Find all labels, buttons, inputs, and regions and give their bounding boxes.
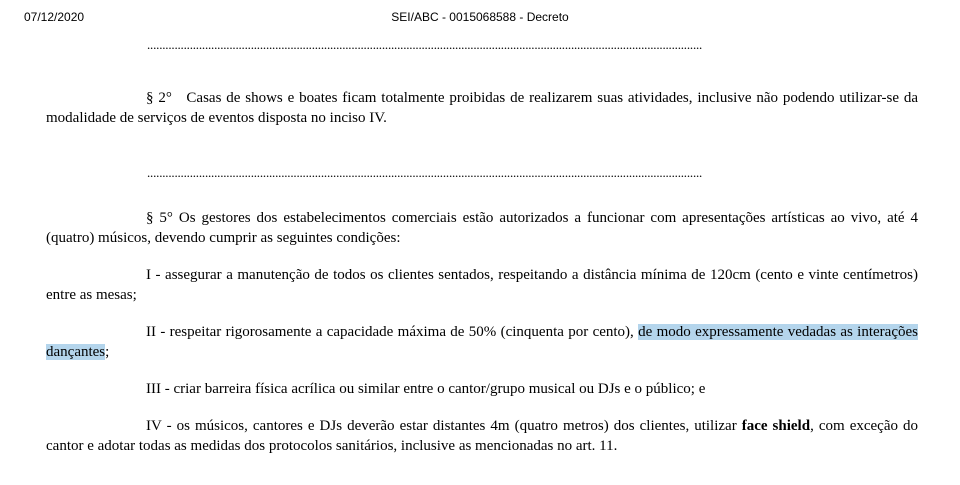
item-iv-end: , com exceção do cantor e adotar todas as medidas dos protocolos sanitários, inclusive as mencionadas no art. 11. xyxy=(46,418,919,454)
item-i-text: I - assegurar a manutenção de todos os clientes sentados, respeitando a distância mínima de 120cm (cento e vinte centímetros) entre as mesas; xyxy=(46,267,918,303)
highlighted-text[interactable]: de modo expressamente vedadas as interações dançantes xyxy=(46,324,918,360)
paragraph-5-text: § 5° Os gestores dos estabelecimentos comerciais estão autorizados a funcionar com apresentações artísticas ao vivo, até 4 (quatro) músicos, devendo cumprir as seguintes condições: xyxy=(46,210,918,246)
separator-dots: ...................................................................................................................................................................................... xyxy=(147,38,703,52)
item-i xyxy=(46,265,918,305)
item-ii xyxy=(46,322,918,362)
item-ii-text: II - respeitar rigorosamente a capacidade máxima de 50% (cinquenta por cento), xyxy=(146,324,639,340)
paragraph-2-text: Casas de shows e boates ficam totalmente proibidas de realizarem suas atividades, inclusive não podendo utilizar-se da modalidade de serviços de eventos disposta no inciso IV. xyxy=(46,90,919,126)
item-iv-text: IV - os músicos, cantores e DJs deverão estar distantes 4m (quatro metros) dos clientes, utilizar xyxy=(146,418,742,434)
document-id: SEI/ABC - 0015068588 - Decreto xyxy=(391,10,569,24)
item-iv-bold: face shield xyxy=(741,418,811,434)
item-iii xyxy=(46,379,918,399)
paragraph-2 xyxy=(46,88,918,128)
print-date: 07/12/2020 xyxy=(24,10,85,24)
item-ii-end: ; xyxy=(105,344,110,360)
item-iv xyxy=(46,416,918,456)
paragraph-2-prefix: § 2° xyxy=(146,90,172,106)
item-iii-text: III - criar barreira física acrílica ou similar entre o cantor/grupo musical ou DJs e o público; e xyxy=(146,381,706,397)
separator-dots: ...................................................................................................................................................................................... xyxy=(147,166,703,180)
paragraph-5 xyxy=(46,208,918,248)
